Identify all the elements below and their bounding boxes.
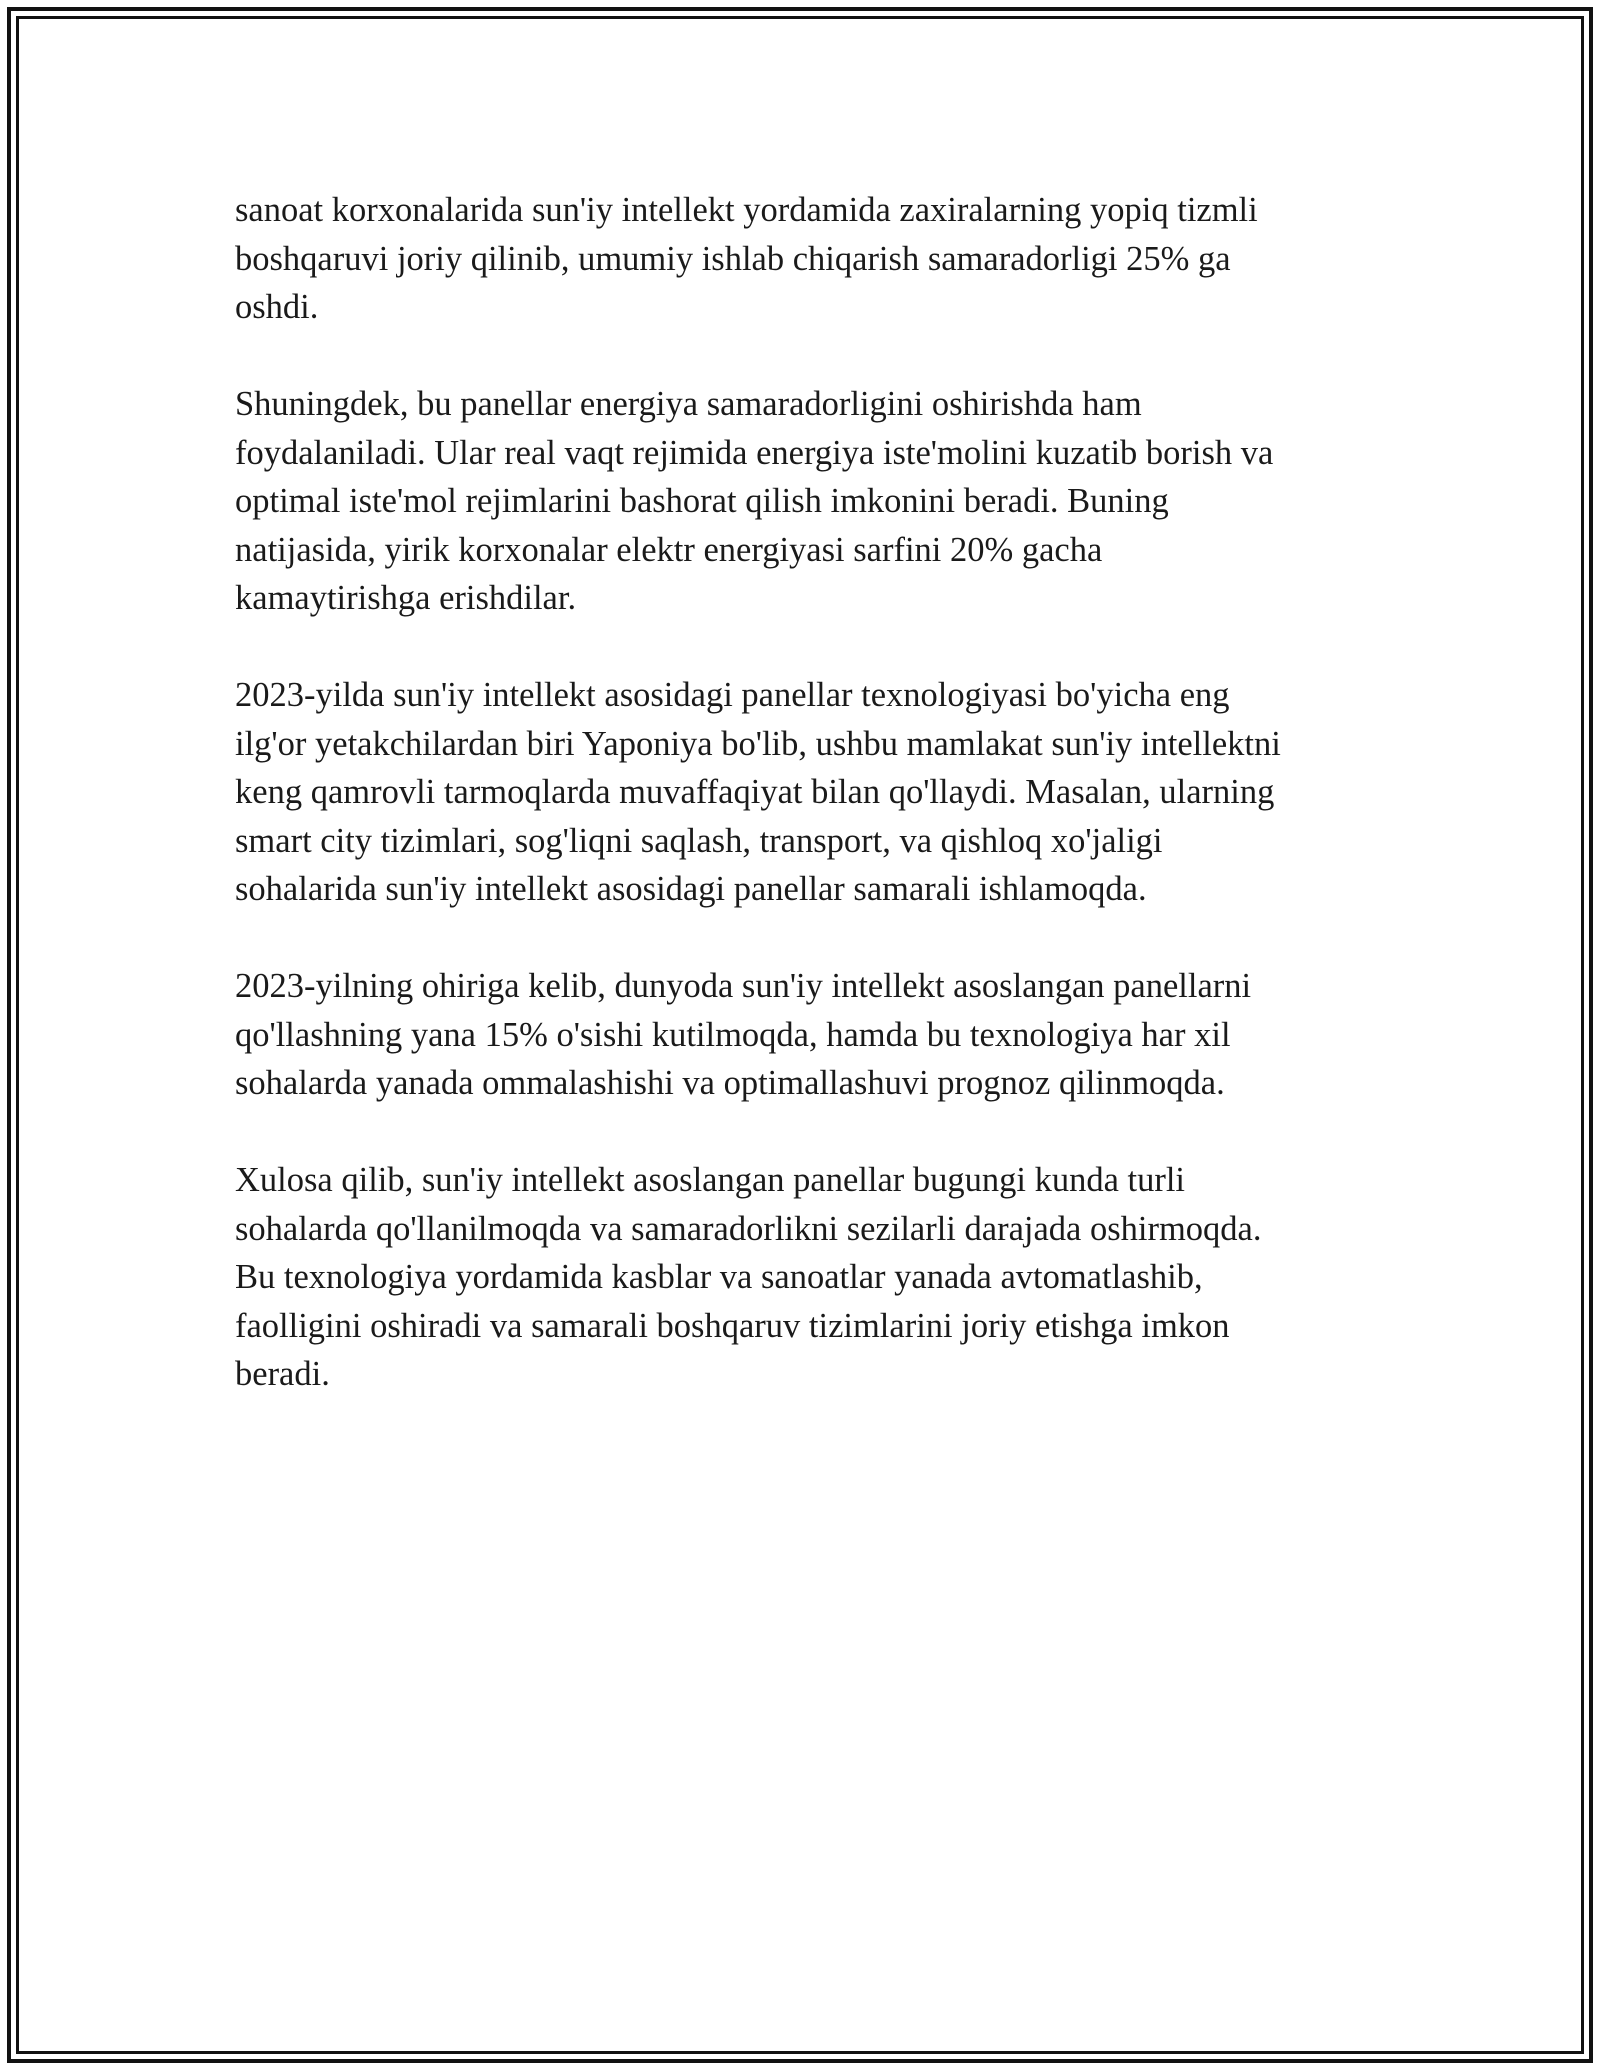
paragraph-2: Shuningdek, bu panellar energiya samaradorligini oshirishda ham foydalaniladi. Ular real vaqt rejimida energiya iste'molini kuzatib borish va optimal iste'mol rejimlarini bashorat qilish imkonini beradi. Buning natijasida, yirik korxonalar elektr energiyasi sarfini 20% gacha kamaytirishga erishdilar. xyxy=(235,385,1274,617)
paragraph-3: 2023-yilda sun'iy intellekt asosidagi panellar texnologiyasi bo'yicha eng ilg'or yetakchilardan biri Yaponiya bo'lib, ushbu mamlakat sun'iy intellektni keng qamrovli tarmoqlarda muvaffaqiyat bilan qo'llaydi. Masalan, ularning smart city tizimlari, sog'liqni saqlash, transport, va qishloq xo'jaligi sohalarida sun'iy intellekt asosidagi panellar samarali ishlamoqda. xyxy=(235,676,1281,908)
paragraph-4: 2023-yilning ohiriga kelib, dunyoda sun'iy intellekt asoslangan panellarni qo'llashning yana 15% o'sishi kutilmoqda, hamda bu texnologiya har xil sohalarda yanada ommalashishi va optimallashuvi prognoz qilinmoqda. xyxy=(235,967,1252,1102)
paragraph-5: Xulosa qilib, sun'iy intellekt asoslangan panellar bugungi kunda turli sohalarda qo'llanilmoqda va samaradorlikni sezilarli darajada oshirmoqda. Bu texnologiya yordamida kasblar va sanoatlar yanada avtomatlashib, faolligini oshiradi va samarali boshqaruv tizimlarini joriy etishga imkon beradi. xyxy=(235,1161,1262,1393)
paragraph-1: sanoat korxonalarida sun'iy intellekt yordamida zaxiralarning yopiq tizmli boshqaruvi joriy qilinib, umumiy ishlab chiqarish samaradorligi 25% ga oshdi. xyxy=(235,191,1258,326)
document-body xyxy=(235,186,1365,1447)
